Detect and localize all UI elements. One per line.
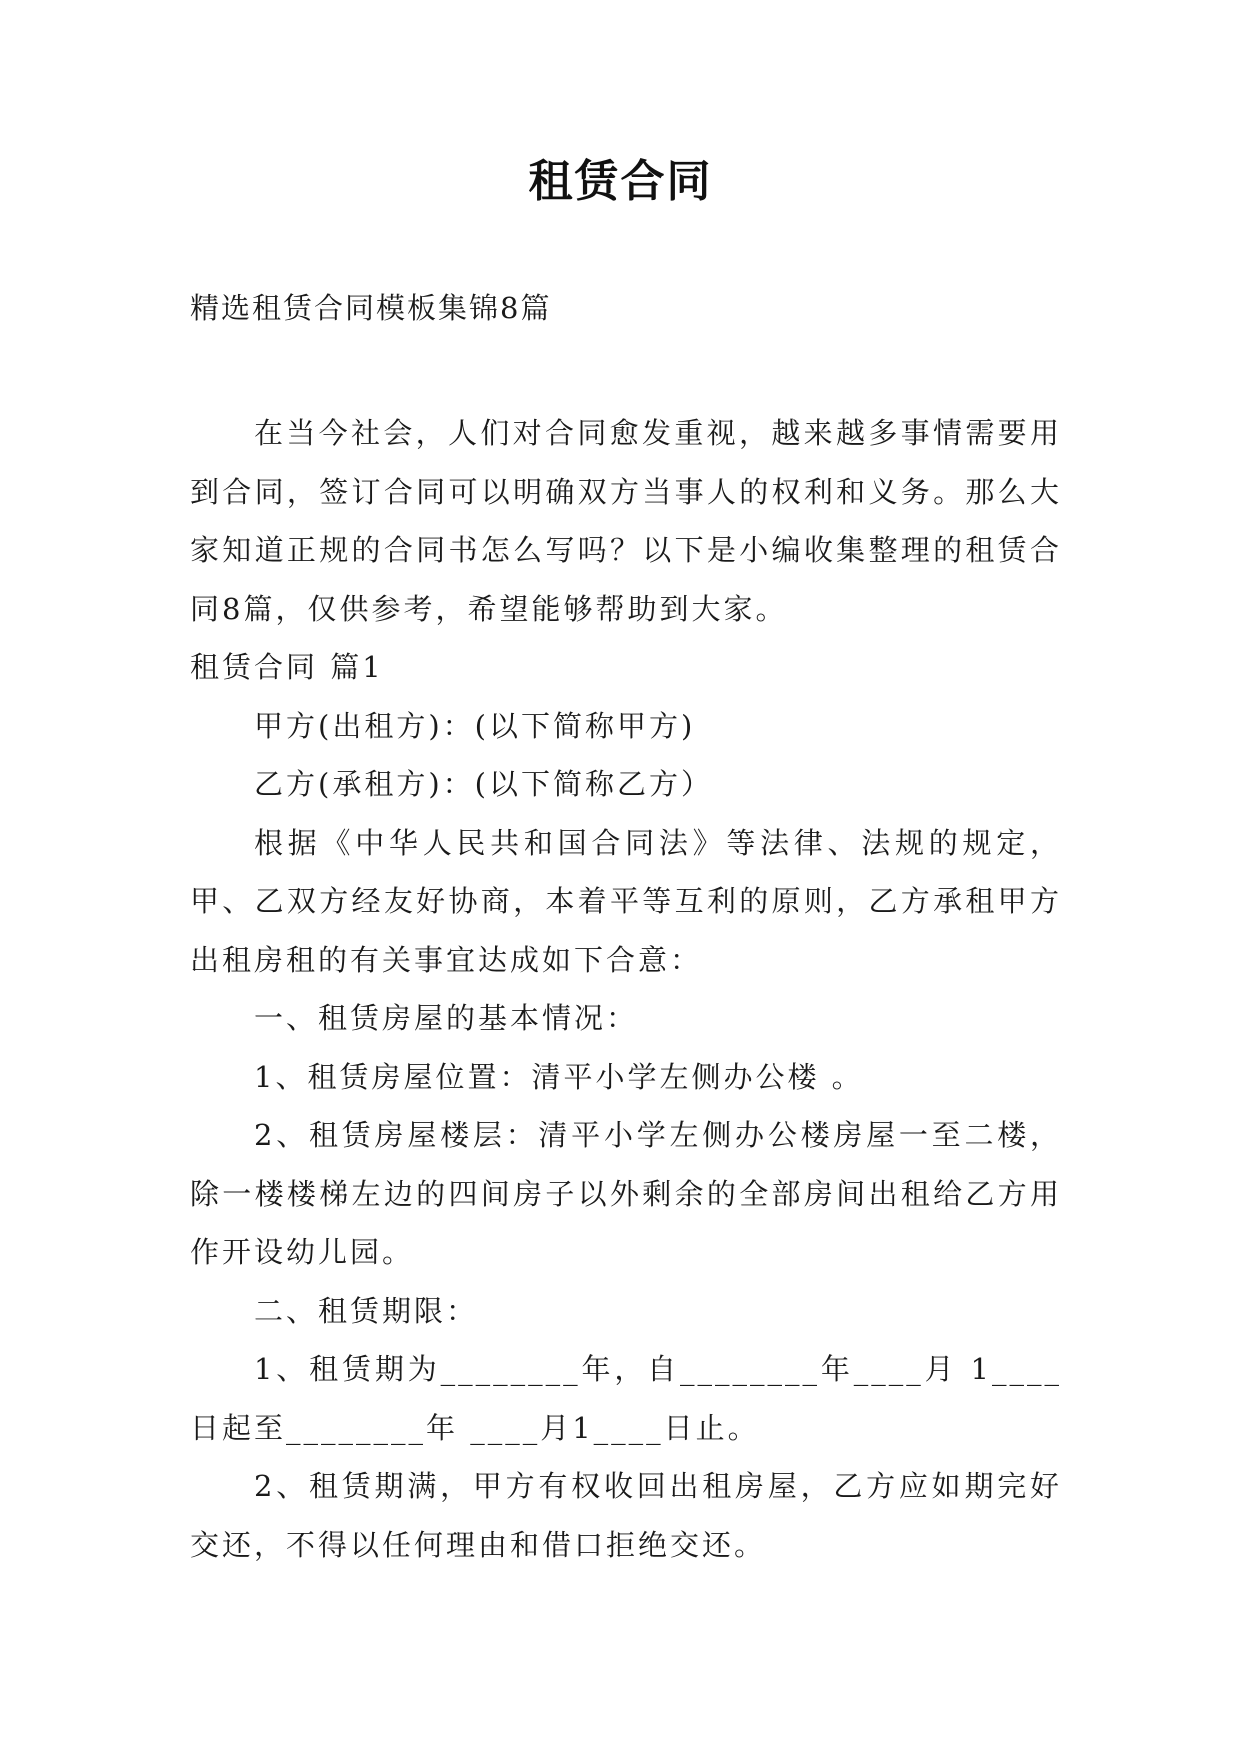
- document-subtitle: 精选租赁合同模板集锦8篇: [190, 291, 552, 325]
- clause-1-item-1: 1、租赁房屋位置：清平小学左侧办公楼 。: [254, 1059, 864, 1094]
- party-b-line: 乙方(承租方)：(以下简称乙方）: [254, 767, 713, 801]
- clause-2-item-1: 1、租赁期为________年，自________年____月 1____日起至________年 ____月1____日止。: [190, 1352, 1062, 1445]
- clause-heading-2: 二、租赁期限：: [254, 1293, 479, 1328]
- clause-heading-1: 一、租赁房屋的基本情况：: [254, 1001, 639, 1035]
- party-a-line: 甲方(出租方)：(以下简称甲方): [254, 708, 696, 743]
- clause-1-item-2: 2、租赁房屋楼层：清平小学左侧办公楼房屋一至二楼，除一楼楼梯左边的四间房子以外剩余的全部房间出租给乙方用作开设幼儿园。: [190, 1118, 1062, 1269]
- legal-basis-paragraph: 根据《中华人民共和国合同法》等法律、法规的规定，甲、乙双方经友好协商，本着平等互利的原则，乙方承租甲方出租房租的有关事宜达成如下合意：: [190, 825, 1062, 977]
- clause-2-item-2: 2、租赁期满，甲方有权收回出租房屋，乙方应如期完好交还，不得以任何理由和借口拒绝交还。: [190, 1469, 1062, 1562]
- document-body: [190, 404, 1062, 1574]
- intro-paragraph: 在当今社会，人们对合同愈发重视，越来越多事情需要用到合同，签订合同可以明确双方当事人的权利和义务。那么大家知道正规的合同书怎么写吗？以下是小编收集整理的租赁合同8篇，仅供参考，希望能够帮助到大家。: [190, 416, 1062, 626]
- document-title: 租赁合同: [528, 156, 713, 207]
- section-heading: 租赁合同 篇1: [190, 650, 384, 684]
